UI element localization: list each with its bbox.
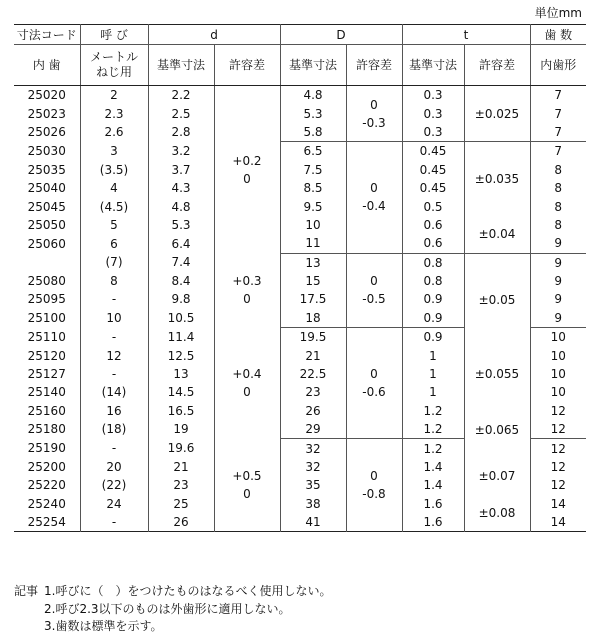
t-basic-cell: 0.6 [402,216,464,234]
table-row [14,253,586,272]
teeth-cell: 7 [530,104,586,122]
D-tol-lower: -0.8 [362,487,386,502]
header-code-sub: 内 歯 [14,45,80,86]
d-basic-cell: 14.5 [148,383,214,401]
table-row [14,458,586,476]
header-t-tolerance: 許容差 [464,45,530,86]
D-basic-cell: 10 [280,216,346,234]
teeth-cell: 12 [530,439,586,458]
D-basic-cell: 9.5 [280,197,346,215]
code-cell: 25160 [27,403,66,418]
D-basic-cell: 32 [280,458,346,476]
D-basic-cell: 32 [280,439,346,458]
nominal-cell: (4.5) [80,197,148,215]
nominal-cell: - [80,328,148,347]
code-cell: 25110 [27,330,66,345]
D-basic-cell: 23 [280,383,346,401]
code-cell: 25026 [27,125,66,140]
spec-table [14,24,586,532]
nominal-cell: 12 [80,346,148,364]
D-basic-cell: 35 [280,476,346,494]
header-nominal-sub [80,45,148,86]
D-basic-cell: 17.5 [280,290,346,308]
teeth-cell: 10 [530,365,586,383]
teeth-cell: 8 [530,179,586,197]
D-basic-cell: 41 [280,513,346,532]
D-tol-upper: 0 [370,469,378,484]
teeth-cell: 10 [530,346,586,364]
t-basic-cell: 0.9 [402,290,464,308]
d-basic-cell: 16.5 [148,402,214,420]
header-d: d [148,25,280,45]
header-d-basic: 基準寸法 [148,45,214,86]
table-row [14,86,586,105]
D-basic-cell: 26 [280,402,346,420]
t-basic-cell: 1 [402,365,464,383]
D-basic-cell: 15 [280,272,346,290]
d-tol-lower: 0 [243,487,251,502]
t-tolerance-cell: ±0.025 [464,86,530,142]
nominal-cell: 8 [80,272,148,290]
d-basic-cell: 3.7 [148,161,214,179]
spec-table-body [14,86,586,532]
D-basic-cell: 19.5 [280,328,346,347]
t-tolerance-cell: ±0.04 [464,216,530,253]
t-basic-cell: 1.2 [402,402,464,420]
d-basic-cell: 3.2 [148,142,214,161]
header-t: t [402,25,530,45]
d-tol-upper: +0.5 [232,469,262,484]
teeth-cell: 10 [530,328,586,347]
teeth-cell: 12 [530,458,586,476]
D-basic-cell: 6.5 [280,142,346,161]
d-basic-cell: 6.4 [148,234,214,253]
notes [14,583,331,636]
nominal-cell: 6 [80,234,148,253]
nominal-cell: (14) [80,383,148,401]
t-basic-cell: 0.45 [402,179,464,197]
code-cell: 25035 [27,162,66,177]
D-tol-upper: 0 [370,367,378,382]
nominal-cell: 16 [80,402,148,420]
t-basic-cell: 1.2 [402,420,464,439]
d-tolerance-cell [214,253,280,328]
t-basic-cell: 1.6 [402,513,464,532]
d-tolerance-cell [214,328,280,439]
d-basic-cell: 23 [148,476,214,494]
d-basic-cell: 11.4 [148,328,214,347]
d-tol-lower: 0 [243,171,251,186]
teeth-cell: 10 [530,383,586,401]
teeth-cell: 9 [530,253,586,272]
d-basic-cell: 2.5 [148,104,214,122]
unit-label: 単位mm [534,6,582,20]
teeth-cell: 9 [530,234,586,253]
D-basic-cell: 5.3 [280,104,346,122]
header-D-basic: 基準寸法 [280,45,346,86]
nominal-cell: 2 [80,86,148,105]
d-basic-cell: 13 [148,365,214,383]
t-tolerance-cell: ±0.05 [464,253,530,346]
code-cell: 25180 [27,422,66,437]
t-basic-cell: 1.4 [402,476,464,494]
t-basic-cell: 0.9 [402,309,464,328]
D-tolerance-cell [346,439,402,532]
D-basic-cell: 18 [280,309,346,328]
d-tol-upper: +0.3 [232,274,262,289]
t-basic-cell: 1.4 [402,458,464,476]
d-basic-cell: 26 [148,513,214,532]
d-basic-cell: 10.5 [148,309,214,328]
header-nominal-sub-1: メートル [89,50,138,64]
nominal-cell: (3.5) [80,161,148,179]
t-basic-cell: 1.2 [402,439,464,458]
header-d-tolerance: 許容差 [214,45,280,86]
teeth-cell: 9 [530,272,586,290]
nominal-cell: - [80,290,148,308]
code-cell: 25100 [27,311,66,326]
D-tol-lower: -0.5 [362,292,386,307]
nominal-cell: (18) [80,420,148,439]
code-cell: 25120 [27,348,66,363]
code-cell: 25050 [27,217,66,232]
teeth-cell: 12 [530,402,586,420]
D-basic-cell: 13 [280,253,346,272]
nominal-cell: 20 [80,458,148,476]
t-basic-cell: 0.45 [402,142,464,161]
D-basic-cell: 5.8 [280,123,346,142]
d-tolerance-cell [214,86,280,254]
nominal-cell: (22) [80,476,148,494]
D-basic-cell: 7.5 [280,161,346,179]
teeth-cell: 8 [530,216,586,234]
code-cell: 25030 [27,144,66,159]
header-D: D [280,25,402,45]
d-basic-cell: 4.8 [148,197,214,215]
header-teeth: 歯 数 [530,25,586,45]
teeth-cell: 12 [530,420,586,439]
table-row [14,495,586,513]
nominal-cell: 4 [80,179,148,197]
d-tol-upper: +0.2 [232,153,262,168]
code-cell: 25060 [27,236,66,251]
code-cell [14,253,80,272]
code-cell: 25040 [27,181,66,196]
code-cell: 25080 [27,274,66,289]
code-cell: 25095 [27,292,66,307]
d-basic-cell: 8.4 [148,272,214,290]
t-basic-cell: 0.8 [402,272,464,290]
d-basic-cell: 2.8 [148,123,214,142]
t-basic-cell: 1.6 [402,495,464,513]
nominal-cell: - [80,365,148,383]
d-tol-lower: 0 [243,385,251,400]
t-basic-cell: 0.8 [402,253,464,272]
d-basic-cell: 12.5 [148,346,214,364]
code-cell: 25045 [27,199,66,214]
t-basic-cell: 0.3 [402,86,464,105]
d-basic-cell: 9.8 [148,290,214,308]
t-basic-cell: 0.5 [402,197,464,215]
note-item: 2.呼び2.3以下のものは外歯形に適用しない。 [44,601,291,616]
teeth-cell: 14 [530,513,586,532]
D-tol-upper: 0 [370,181,378,196]
D-tol-lower: -0.3 [362,115,386,130]
D-tolerance-cell [346,328,402,439]
D-basic-cell: 38 [280,495,346,513]
D-tol-lower: -0.4 [362,199,386,214]
D-tol-upper: 0 [370,97,378,112]
teeth-cell: 7 [530,123,586,142]
teeth-cell: 9 [530,309,586,328]
D-basic-cell: 21 [280,346,346,364]
nominal-cell: 5 [80,216,148,234]
D-tolerance-cell [346,142,402,253]
d-basic-cell: 4.3 [148,179,214,197]
D-tolerance-cell [346,253,402,328]
t-tolerance-cell: ±0.065 [464,402,530,458]
teeth-cell: 14 [530,495,586,513]
code-cell: 25220 [27,478,66,493]
table-row [14,346,586,364]
table-row [14,216,586,234]
D-basic-cell: 22.5 [280,365,346,383]
d-tol-upper: +0.4 [232,367,262,382]
notes-label: 記事 [14,584,39,598]
table-row [14,402,586,420]
t-tolerance-cell: ±0.07 [464,458,530,495]
header-t-basic: 基準寸法 [402,45,464,86]
code-cell: 25127 [27,367,66,382]
nominal-cell: 10 [80,309,148,328]
D-tolerance-cell [346,86,402,142]
header-code: 寸法コード [14,25,80,45]
teeth-cell: 12 [530,476,586,494]
nominal-cell: (7) [80,253,148,272]
teeth-cell: 8 [530,161,586,179]
nominal-cell: 2.6 [80,123,148,142]
teeth-cell: 9 [530,290,586,308]
D-tol-lower: -0.6 [362,385,386,400]
code-cell: 25240 [27,496,66,511]
D-basic-cell: 8.5 [280,179,346,197]
teeth-cell: 7 [530,142,586,161]
code-cell: 25020 [27,88,66,103]
t-tolerance-cell: ±0.035 [464,142,530,216]
teeth-cell: 8 [530,197,586,215]
code-cell: 25140 [27,385,66,400]
nominal-cell: - [80,513,148,532]
code-cell: 25200 [27,460,66,474]
t-basic-cell: 0.45 [402,161,464,179]
d-basic-cell: 21 [148,458,214,476]
code-cell: 25190 [27,441,66,456]
d-basic-cell: 19 [148,420,214,439]
note-item: 1.呼びに（ ）をつけたものはなるべく使用しない。 [44,584,332,598]
D-tol-upper: 0 [370,274,378,289]
header-nominal: 呼 び [80,25,148,45]
table-row [14,142,586,161]
code-cell: 25023 [27,106,66,121]
d-tol-lower: 0 [243,292,251,307]
header-D-tolerance: 許容差 [346,45,402,86]
code-cell: 25254 [27,515,66,530]
d-basic-cell: 19.6 [148,439,214,458]
nominal-cell: 24 [80,495,148,513]
D-basic-cell: 11 [280,234,346,253]
nominal-cell: 3 [80,142,148,161]
nominal-cell: 2.3 [80,104,148,122]
header-nominal-sub-2: ねじ用 [95,65,132,79]
d-basic-cell: 7.4 [148,253,214,272]
d-tolerance-cell [214,439,280,532]
note-item: 3.歯数は標準を示す。 [44,619,163,633]
t-tolerance-cell: ±0.055 [464,346,530,401]
t-basic-cell: 1 [402,346,464,364]
t-tolerance-cell: ±0.08 [464,495,530,532]
d-basic-cell: 5.3 [148,216,214,234]
header-teeth-sub: 内歯形 [530,45,586,86]
d-basic-cell: 25 [148,495,214,513]
d-basic-cell: 2.2 [148,86,214,105]
t-basic-cell: 0.3 [402,123,464,142]
t-basic-cell: 0.3 [402,104,464,122]
teeth-cell: 7 [530,86,586,105]
nominal-cell: - [80,439,148,458]
t-basic-cell: 0.9 [402,328,464,347]
t-basic-cell: 0.6 [402,234,464,253]
D-basic-cell: 4.8 [280,86,346,105]
t-basic-cell: 1 [402,383,464,401]
D-basic-cell: 29 [280,420,346,439]
